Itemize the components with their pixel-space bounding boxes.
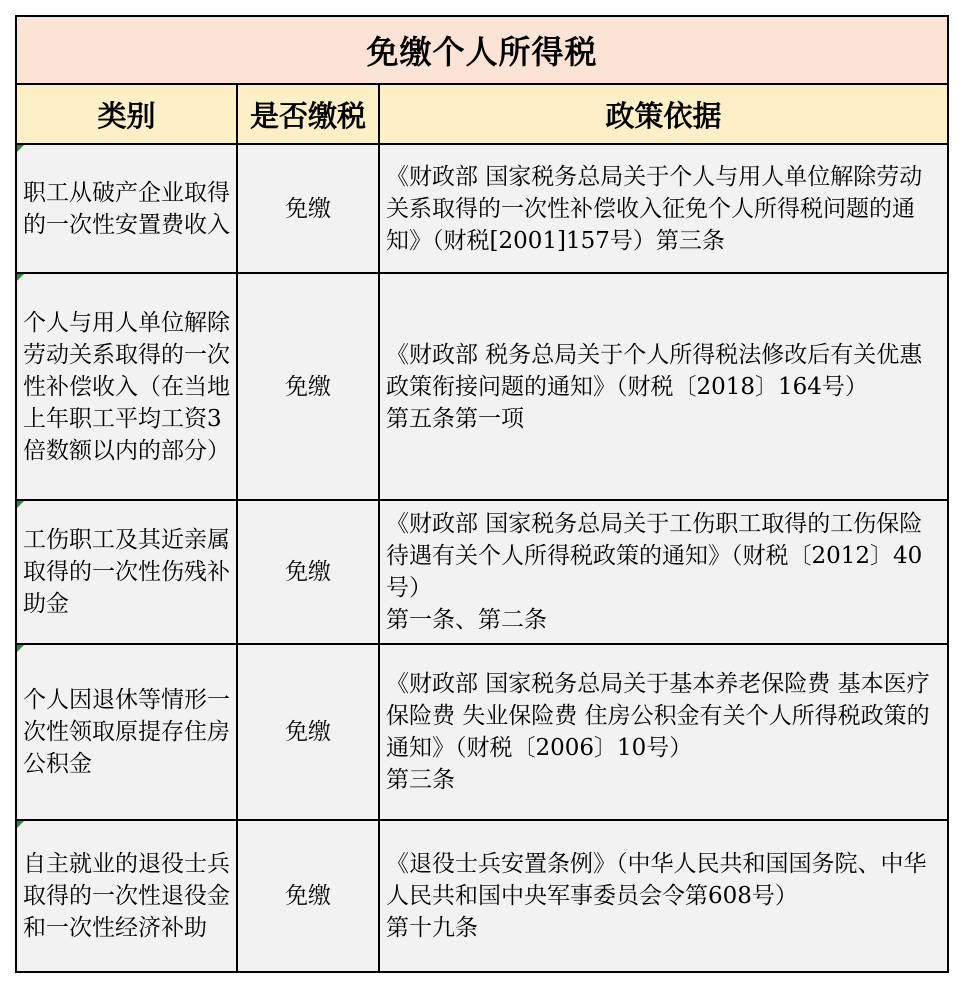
category-text: 工伤职工及其近亲属取得的一次性伤残补助金 <box>23 527 230 617</box>
table-row <box>16 820 948 972</box>
category-cell <box>16 820 237 972</box>
basis-text: 《退役士兵安置条例》（中华人民共和国国务院、中华人民共和国中央军事委员会令第608号） <box>386 851 927 909</box>
table-row <box>16 500 948 644</box>
pay-cell: 免缴 <box>237 820 379 972</box>
pay-cell: 免缴 <box>237 644 379 820</box>
basis-cell <box>379 644 948 820</box>
table-row <box>16 273 948 500</box>
basis-cell <box>379 500 948 644</box>
table-row <box>16 144 948 273</box>
basis-clause: 第三条 <box>386 767 455 793</box>
pay-cell: 免缴 <box>237 144 379 273</box>
category-text: 自主就业的退役士兵取得的一次性退役金和一次性经济补助 <box>23 851 230 941</box>
basis-cell <box>379 144 948 273</box>
header-pay: 是否缴税 <box>237 84 379 144</box>
title-row <box>16 16 948 84</box>
table-row <box>16 644 948 820</box>
pay-cell: 免缴 <box>237 500 379 644</box>
basis-clause: 第一条、第二条 <box>386 607 547 633</box>
pay-cell: 免缴 <box>237 273 379 500</box>
table-title: 免缴个人所得税 <box>16 16 948 84</box>
basis-text: 《财政部 国家税务总局关于个人与用人单位解除劳动关系取得的一次性补偿收入征免个人所得税问题的通知》（财税[2001]157号）第三条 <box>386 163 923 254</box>
basis-cell <box>379 273 948 500</box>
header-category: 类别 <box>16 84 237 144</box>
category-cell <box>16 144 237 273</box>
basis-text: 《财政部 税务总局关于个人所得税法修改后有关优惠政策衔接问题的通知》（财税〔2018〕164号） <box>386 341 923 400</box>
tax-exemption-table <box>15 15 949 973</box>
basis-cell <box>379 820 948 972</box>
category-text: 个人因退休等情形一次性领取原提存住房公积金 <box>23 687 230 777</box>
header-basis: 政策依据 <box>379 84 948 144</box>
basis-clause: 第十九条 <box>386 915 478 941</box>
category-cell <box>16 500 237 644</box>
category-cell <box>16 273 237 500</box>
basis-text: 《财政部 国家税务总局关于工伤职工取得的工伤保险待遇有关个人所得税政策的通知》（财税〔2012〕40号） <box>386 511 923 601</box>
basis-text: 《财政部 国家税务总局关于基本养老保险费 基本医疗保险费 失业保险费 住房公积金有关个人所得税政策的通知》（财税〔2006〕10号） <box>386 671 930 761</box>
basis-clause: 第五条第一项 <box>386 405 524 432</box>
category-cell <box>16 644 237 820</box>
header-row <box>16 84 948 144</box>
category-text: 个人与用人单位解除劳动关系取得的一次性补偿收入（在当地上年职工平均工资3倍数额以内的部分） <box>23 309 230 464</box>
category-text: 职工从破产企业取得的一次性安置费收入 <box>23 179 230 238</box>
